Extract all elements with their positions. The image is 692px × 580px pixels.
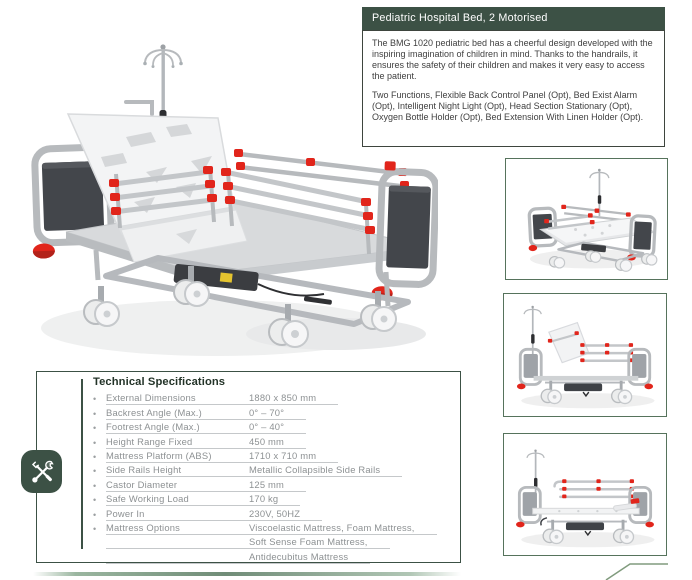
spec-row-line [106, 522, 437, 535]
spec-label: Castor Diameter [106, 478, 178, 490]
tools-icon [21, 450, 62, 493]
spec-row-line [106, 450, 338, 463]
head-panel [516, 487, 540, 527]
spec-row [93, 549, 454, 563]
spec-row [93, 420, 454, 434]
spec-label: Mattress Options [106, 521, 181, 533]
spec-row-line [106, 508, 322, 521]
spec-bullet: • [93, 523, 97, 534]
spec-row [93, 477, 454, 491]
spec-row-line [106, 551, 370, 564]
spec-label: Height Range Fixed [106, 435, 193, 447]
spec-row [93, 391, 454, 405]
spec-bullet: • [93, 480, 97, 491]
spec-label: Backrest Angle (Max.) [106, 406, 202, 418]
spec-rows [93, 391, 454, 564]
spec-row-line [106, 493, 300, 506]
specs-divider-line [81, 379, 83, 549]
spec-bullet: • [93, 423, 97, 434]
spec-value: 1710 x 710 mm [249, 449, 317, 461]
backrest-panel [548, 323, 589, 363]
spec-value: 0° – 40° [249, 421, 285, 433]
spec-value: 1880 x 850 mm [249, 392, 317, 404]
spec-bullet: • [93, 509, 97, 520]
spec-row [93, 492, 454, 506]
spec-row [93, 463, 454, 477]
page-title [362, 7, 665, 30]
motor-box [566, 523, 604, 531]
spec-bullet: • [93, 451, 97, 462]
spec-label [106, 551, 249, 562]
spec-row-line [106, 421, 306, 434]
spec-row-line [106, 436, 306, 449]
spec-value: 170 kg [249, 493, 279, 505]
corner-accent-line [598, 558, 692, 580]
spec-value: Viscoelastic Mattress, Foam Mattress, [249, 521, 415, 533]
head-panel [517, 349, 541, 389]
wrench-screwdriver-icon [27, 457, 57, 487]
spec-row-line [106, 407, 306, 420]
thumbnail-bed-side-raised [503, 293, 667, 417]
thumbnail-2-illustration [506, 296, 664, 414]
warning-sticker [220, 272, 233, 282]
pedal [304, 296, 332, 305]
specs-heading: Technical Specifications [93, 376, 226, 388]
spec-value: 0° – 70° [249, 406, 285, 418]
spec-label: Power In [106, 507, 145, 519]
platform [533, 498, 640, 514]
spec-label: Safe Working Load [106, 493, 189, 505]
spec-row [93, 506, 454, 520]
page-title-text: Pediatric Hospital Bed, 2 Motorised [372, 12, 548, 24]
motor-box [564, 384, 602, 392]
spec-bullet: • [93, 495, 97, 506]
description-paragraph-1: The BMG 1020 pediatric bed has a cheerful design developed with the inspiring imagination of children in mind. Thanks to the handrails, it ensures the safety of their children and makes it very easy to access the patient. [372, 38, 653, 82]
thumbnail-bed-angled-flat [505, 158, 668, 280]
specs-content [93, 376, 454, 564]
spec-row [93, 521, 454, 535]
description-box [362, 30, 665, 147]
spec-row-line [106, 392, 338, 405]
description-paragraph-2: Two Functions, Flexible Back Control Panel (Opt), Bed Exist Alarm (Opt), Intelligent Night Light (Opt), Head Section Stationary (Opt), Oxygen Bottle Holder (Opt), Bed Extension With Linen Holder (Opt). [372, 89, 644, 122]
spec-row-line [106, 536, 390, 549]
spec-row-line [106, 479, 306, 492]
spec-bullet: • [93, 408, 97, 419]
spec-value: 450 mm [249, 435, 285, 447]
spec-row [93, 535, 454, 549]
spec-label: Side Rails Height [106, 464, 182, 476]
spec-value: 230V, 50HZ [249, 507, 301, 519]
thumbnail-3-illustration [506, 436, 664, 553]
thumbnail-bed-side-flat [503, 433, 667, 556]
spec-row [93, 434, 454, 448]
spec-label: Mattress Platform (ABS) [106, 449, 212, 461]
spec-bullet: • [93, 466, 97, 477]
iv-pole-icon [524, 306, 541, 355]
spec-row-line [106, 464, 402, 477]
platform [534, 376, 639, 381]
thumbnail-1-illustration [508, 161, 665, 277]
spec-row [93, 449, 454, 463]
spec-bullet: • [93, 437, 97, 448]
spec-label [106, 536, 249, 547]
foot-panel [629, 349, 653, 389]
spec-label: Footrest Angle (Max.) [106, 421, 200, 433]
spec-value: Soft Sense Foam Mattress, [249, 536, 368, 548]
cable [541, 518, 547, 526]
spec-value: Antidecubitus Mattress [249, 550, 349, 562]
spec-value: 125 mm [249, 478, 285, 490]
spec-label: External Dimensions [106, 392, 196, 404]
side-rails [580, 343, 633, 362]
technical-specifications-panel [36, 371, 461, 563]
side-rails [555, 479, 634, 498]
bottom-accent-bar [33, 572, 461, 576]
spec-row [93, 405, 454, 419]
spec-bullet: • [93, 394, 97, 405]
spec-value: Metallic Collapsible Side Rails [249, 464, 381, 476]
